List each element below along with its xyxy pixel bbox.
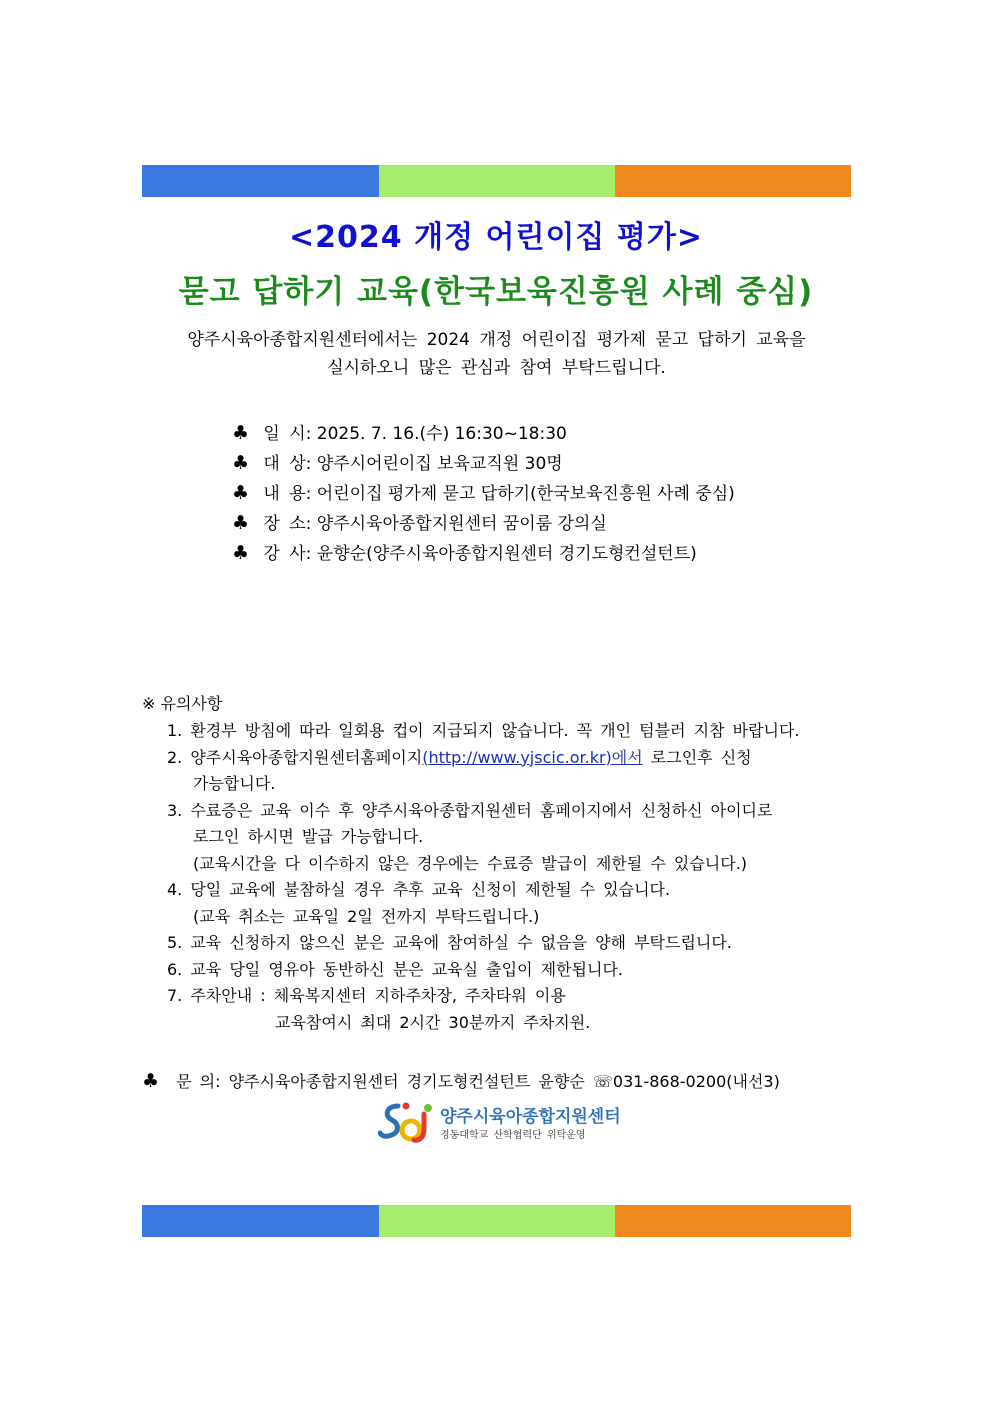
detail-row-target <box>232 448 735 478</box>
club-icon: ♣ <box>232 542 250 564</box>
note-item-5: 5. 교육 신청하지 않으신 분은 교육에 참여하실 수 없음을 양해 부탁드립니다. <box>167 933 732 952</box>
detail-value: 2025. 7. 16.(수) 16:30~18:30 <box>316 424 567 444</box>
note-item-4: 4. 당일 교육에 불참하실 경우 추후 교육 신청이 제한될 수 있습니다. <box>167 880 671 899</box>
bar-segment-green <box>379 1205 615 1237</box>
contact-line <box>142 1066 780 1096</box>
bar-segment-green <box>379 165 615 197</box>
detail-label: 일 시: <box>263 424 312 444</box>
bar-segment-orange <box>615 165 851 197</box>
contact-text: 양주시육아종합지원센터 경기도형컨설턴트 윤향순 <box>228 1072 585 1091</box>
bar-segment-blue <box>142 1205 379 1237</box>
detail-row-date <box>232 418 735 448</box>
title-line-1: <2024 개정 어린이집 평가> <box>289 220 703 255</box>
detail-label: 장 소: <box>263 514 312 534</box>
contact-label: 문 의: <box>176 1072 221 1091</box>
bar-segment-orange <box>615 1205 851 1237</box>
detail-row-place <box>232 508 735 538</box>
note-item-2-suffix: 로그인후 신청 <box>642 747 752 767</box>
detail-label: 대 상: <box>263 454 312 474</box>
detail-label: 강 사: <box>263 544 312 564</box>
center-logo <box>378 1100 638 1146</box>
detail-value: 양주시어린이집 보육교직원 30명 <box>316 454 563 474</box>
top-color-bar <box>142 165 851 197</box>
notes-section <box>142 690 800 1036</box>
event-details <box>232 418 735 568</box>
notes-list <box>167 718 800 1036</box>
center-logo-mark-icon <box>378 1100 436 1144</box>
note-item-1: 1. 환경부 방침에 따라 일회용 컵이 지급되지 않습니다. 꼭 개인 텀블러 지참 바랍니다. <box>167 721 800 740</box>
logo-name: 양주시육아종합지원센터 <box>440 1107 621 1127</box>
homepage-link[interactable]: (http://www.yjscic.or.kr)에서 <box>422 747 643 767</box>
note-item-2-continued: 가능합니다. <box>193 774 276 793</box>
club-icon: ♣ <box>232 512 250 534</box>
club-icon: ♣ <box>232 482 250 504</box>
detail-row-content <box>232 478 735 508</box>
note-item-6: 6. 교육 당일 영유아 동반하신 분은 교육실 출입이 제한됩니다. <box>167 959 623 979</box>
intro-text <box>142 326 851 382</box>
note-item-3-remark: (교육시간을 다 이수하지 않은 경우에는 수료증 발급이 제한될 수 있습니다.) <box>193 853 748 873</box>
notes-heading: ※ 유의사항 <box>142 694 223 713</box>
detail-value: 윤향순(양주시육아종합지원센터 경기도형컨설턴트) <box>316 544 697 564</box>
note-item-7-continued: 교육참여시 최대 2시간 30분까지 주차지원. <box>275 1012 591 1032</box>
note-item-4-remark: (교육 취소는 교육일 2일 전까지 부탁드립니다.) <box>193 906 540 926</box>
detail-row-lecturer <box>232 538 735 568</box>
note-item-7: 7. 주차안내 : 체육복지센터 지하주차장, 주차타워 이용 <box>167 986 566 1005</box>
club-icon: ♣ <box>142 1070 160 1092</box>
note-item-3: 3. 수료증은 교육 이수 후 양주시육아종합지원센터 홈페이지에서 신청하신 아이디로 <box>167 800 773 820</box>
intro-line-1: 양주시육아종합지원센터에서는 2024 개정 어린이집 평가제 묻고 답하기 교육을 <box>187 330 806 350</box>
detail-label: 내 용: <box>263 484 312 504</box>
detail-value: 양주시육아종합지원센터 꿈이룸 강의실 <box>316 514 607 534</box>
intro-line-2: 실시하오니 많은 관심과 참여 부탁드립니다. <box>327 358 666 378</box>
title-line-2: 묻고 답하기 교육(한국보육진흥원 사례 중심) <box>178 274 814 310</box>
note-item-3-continued: 로그인 하시면 발급 가능합니다. <box>193 827 424 846</box>
bar-segment-blue <box>142 165 379 197</box>
note-item-2 <box>167 745 800 772</box>
phone-icon: ☏ <box>592 1072 613 1091</box>
contact-phone: 031-868-0200(내선3) <box>612 1072 780 1091</box>
note-item-2-prefix: 2. 양주시육아종합지원센터홈페이지 <box>167 747 423 767</box>
logo-subtitle: 경동대학교 산학협력단 위탁운영 <box>440 1130 586 1141</box>
club-icon: ♣ <box>232 422 250 444</box>
detail-value: 어린이집 평가제 묻고 답하기(한국보육진흥원 사례 중심) <box>316 484 735 504</box>
bottom-color-bar <box>142 1205 851 1237</box>
club-icon: ♣ <box>232 452 250 474</box>
